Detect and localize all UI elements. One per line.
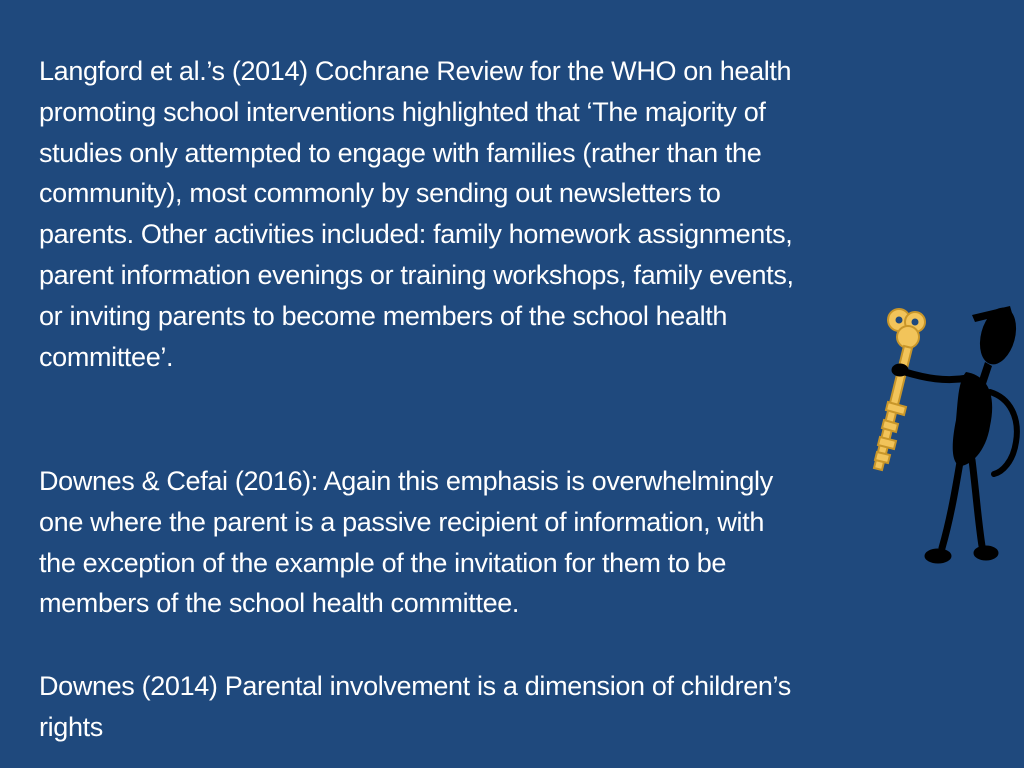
text-line: community), most commonly by sending out newsletters to [39, 178, 721, 209]
key-icon [874, 309, 925, 470]
text-line: rights [39, 711, 103, 742]
paragraph-downes-cefai [39, 461, 959, 624]
text-line: Downes (2014) Parental involvement is a dimension of children’s [39, 671, 791, 701]
text-line: Downes & Cefai (2016): Again this emphasis is overwhelmingly [39, 466, 773, 496]
paragraph-langford-review [39, 51, 979, 377]
text-line: promoting school interventions highlighted that ‘The majority of [39, 96, 766, 127]
paragraph-downes-2014 [39, 666, 999, 748]
text-line: parent information evenings or training workshops, family events, [39, 259, 794, 290]
text-line: parents. Other activities included: family homework assignments, [39, 219, 793, 250]
text-line: members of the school health committee. [39, 588, 520, 619]
text-line: the exception of the example of the invitation for them to be [39, 547, 727, 578]
text-line: committee’. [39, 341, 174, 372]
text-line: Langford et al.’s (2014) Cochrane Review for the WHO on health [39, 56, 792, 86]
text-line: or inviting parents to become members of the school health [39, 300, 728, 331]
stick-figure-holding-key-icon [866, 296, 1024, 576]
text-line: studies only attempted to engage with families (rather than the [39, 137, 762, 168]
text-line: one where the parent is a passive recipient of information, with [39, 506, 765, 537]
